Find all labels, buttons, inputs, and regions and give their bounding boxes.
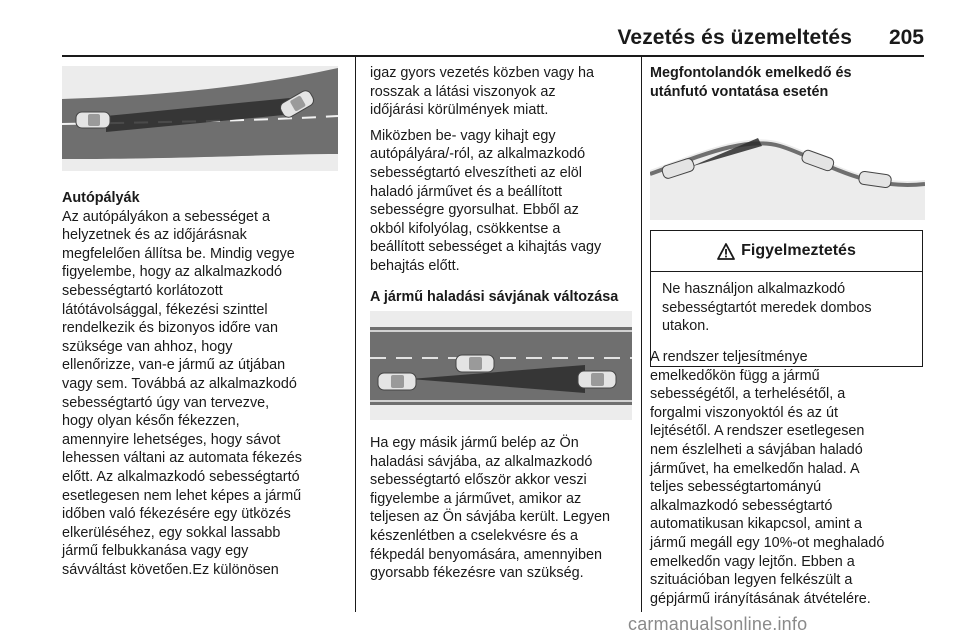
text-line: forgalmi viszonyoktól és az út — [650, 404, 838, 421]
text-line: szüksége van ahhoz, hogy — [62, 338, 233, 355]
text-line: A rendszer teljesítménye — [650, 349, 808, 365]
text-line: Az autópályákon a sebességet a — [62, 208, 271, 225]
page-number: 205 — [888, 26, 924, 49]
text-line: helyzetnek és az időjárásnak — [62, 227, 247, 244]
text-line: haladási sávjába, az alkalmazkodó — [370, 453, 593, 470]
paragraph-autopalyak — [62, 208, 344, 580]
text-line: emelkedőn vagy lejtőn. Ebben a — [650, 553, 855, 570]
text-line: nem észlelheti a sávjában haladó — [650, 441, 863, 458]
text-line: utakon. — [662, 318, 710, 335]
column-divider-left — [355, 57, 356, 612]
text-line: előtt. Az alkalmazkodó sebességtartó — [62, 468, 300, 485]
merging-car-icon — [456, 355, 494, 372]
page-header-title: Vezetés és üzemeltetés — [617, 26, 852, 49]
text-line: készenlétben a cselekvésre és a — [370, 527, 578, 544]
header-rule — [62, 55, 924, 57]
text-line: elkerüléséhez, egy sokkal lassabb — [62, 524, 281, 541]
figure-curved-highway — [62, 66, 338, 171]
text-line: sebességtartó úgy van tervezve, — [62, 394, 270, 411]
text-line: gépjármű irányításának átvételére. — [650, 590, 871, 607]
watermark: carmanualsonline.info — [628, 614, 808, 634]
text-line: gyorsabb fékezésre van szükség. — [370, 565, 584, 582]
text-line: jármű felbukkanása vagy egy — [62, 543, 249, 560]
text-line: Miközben be- vagy kihajt egy — [370, 127, 556, 144]
text-line: haladó járművet és a beállított — [370, 183, 562, 200]
figure-lane-change — [370, 311, 632, 420]
text-line: jármű megáll egy 10%-ot meghaladó — [650, 534, 885, 551]
column-divider-right — [641, 57, 642, 612]
text-line: megfelelően állítsa be. Mindig vegye — [62, 245, 295, 262]
text-line: emelkedőkön függ a jármű — [650, 367, 820, 384]
text-line: behajtás előtt. — [370, 257, 460, 274]
text-line: sebességre gyorsulhat. Ebből az — [370, 202, 579, 219]
text-line: beállított sebességet a kihajtás vagy — [370, 239, 602, 256]
text-line: sebességtartó korlátozott — [62, 282, 223, 299]
paragraph-lane-change — [370, 434, 636, 583]
warning-text — [651, 272, 922, 344]
text-line: fékpedál benyomására, amennyiben — [370, 546, 602, 563]
text-line: rosszak a látási viszonyok az — [370, 83, 556, 100]
text-line: rendelkezik és bizonyos időre van — [62, 320, 278, 337]
warning-header — [651, 231, 922, 272]
text-line: figyelembe, hogy az alkalmazkodó — [62, 264, 282, 281]
paragraph-ramp — [370, 127, 632, 276]
text-line: sebességtartó először akkor veszi — [370, 472, 587, 489]
text-line: lejtésétől. A rendszer esetlegesen — [650, 423, 865, 440]
text-line: automatikusan kikapcsol, amint a — [650, 516, 862, 533]
text-line: autópályára/-ról, az alkalmazkodó — [370, 146, 586, 163]
text-line: figyelembe a járművet, amikor az — [370, 490, 582, 507]
text-line: időjárási körülmények miatt. — [370, 102, 549, 119]
text-line: sávváltást követően.Ez különösen — [62, 561, 279, 578]
paragraph-hills — [650, 348, 932, 608]
text-line: szituációban legyen felkészült a — [650, 572, 853, 589]
column-2-text-bottom — [370, 434, 636, 583]
lead-car-icon — [578, 371, 616, 388]
text-line: sebességtartó elveszítheti az elöl — [370, 164, 582, 181]
own-car-icon — [378, 373, 416, 390]
text-line: amennyire lehetséges, hogy sávot — [62, 431, 281, 448]
text-line: sebességétől, a terhelésétől, a — [650, 386, 846, 403]
text-line: Ha egy másik jármű belép az Ön — [370, 435, 579, 451]
text-line: Ne használjon alkalmazkodó — [662, 281, 846, 297]
column-3-text — [650, 348, 932, 608]
text-line: Megfontolandók emelkedő és — [650, 65, 852, 81]
column-2-text-top — [370, 64, 632, 306]
heading-autopalyak: Autópályák — [62, 190, 140, 206]
warning-triangle-icon — [717, 243, 735, 260]
text-line: látótávolsággal, fékezési szinttel — [62, 301, 268, 318]
own-car-icon — [76, 112, 110, 128]
heading-hills-towing — [650, 64, 925, 101]
text-line: okból kifolyólag, csökkentse a — [370, 220, 561, 237]
figure-hill-road — [650, 112, 925, 220]
text-line: teljes sebességtartományú — [650, 479, 822, 496]
paragraph-continuation — [370, 64, 632, 120]
warning-title: Figyelmeztetés — [741, 242, 856, 259]
heading-lane-change: A jármű haladási sávjának változása — [370, 288, 619, 305]
text-line: utánfutó vontatása esetén — [650, 83, 829, 100]
text-line: hogy olyan későn fékezzen, — [62, 413, 240, 430]
text-line: ellenőrizze, van-e jármű az útjában — [62, 357, 286, 374]
text-line: járművet, ha emelkedőn halad. A — [650, 460, 860, 477]
warning-box — [650, 230, 923, 367]
text-line: vagy sem. Továbbá az alkalmazkodó — [62, 375, 297, 392]
text-line: sebességtartót meredek dombos — [662, 299, 872, 316]
text-line: alkalmazkodó sebességtartó — [650, 497, 833, 514]
text-line: lehessen váltani az automata fékezés — [62, 450, 302, 467]
text-line: teljesen az Ön sávjába került. Legyen — [370, 509, 610, 526]
text-line: időben való fékezésére egy ütközés — [62, 506, 291, 523]
column-1-text — [62, 189, 344, 579]
text-line: igaz gyors vezetés közben vagy ha — [370, 65, 594, 81]
text-line: esetlegesen nem lehet képes a jármű — [62, 487, 302, 504]
